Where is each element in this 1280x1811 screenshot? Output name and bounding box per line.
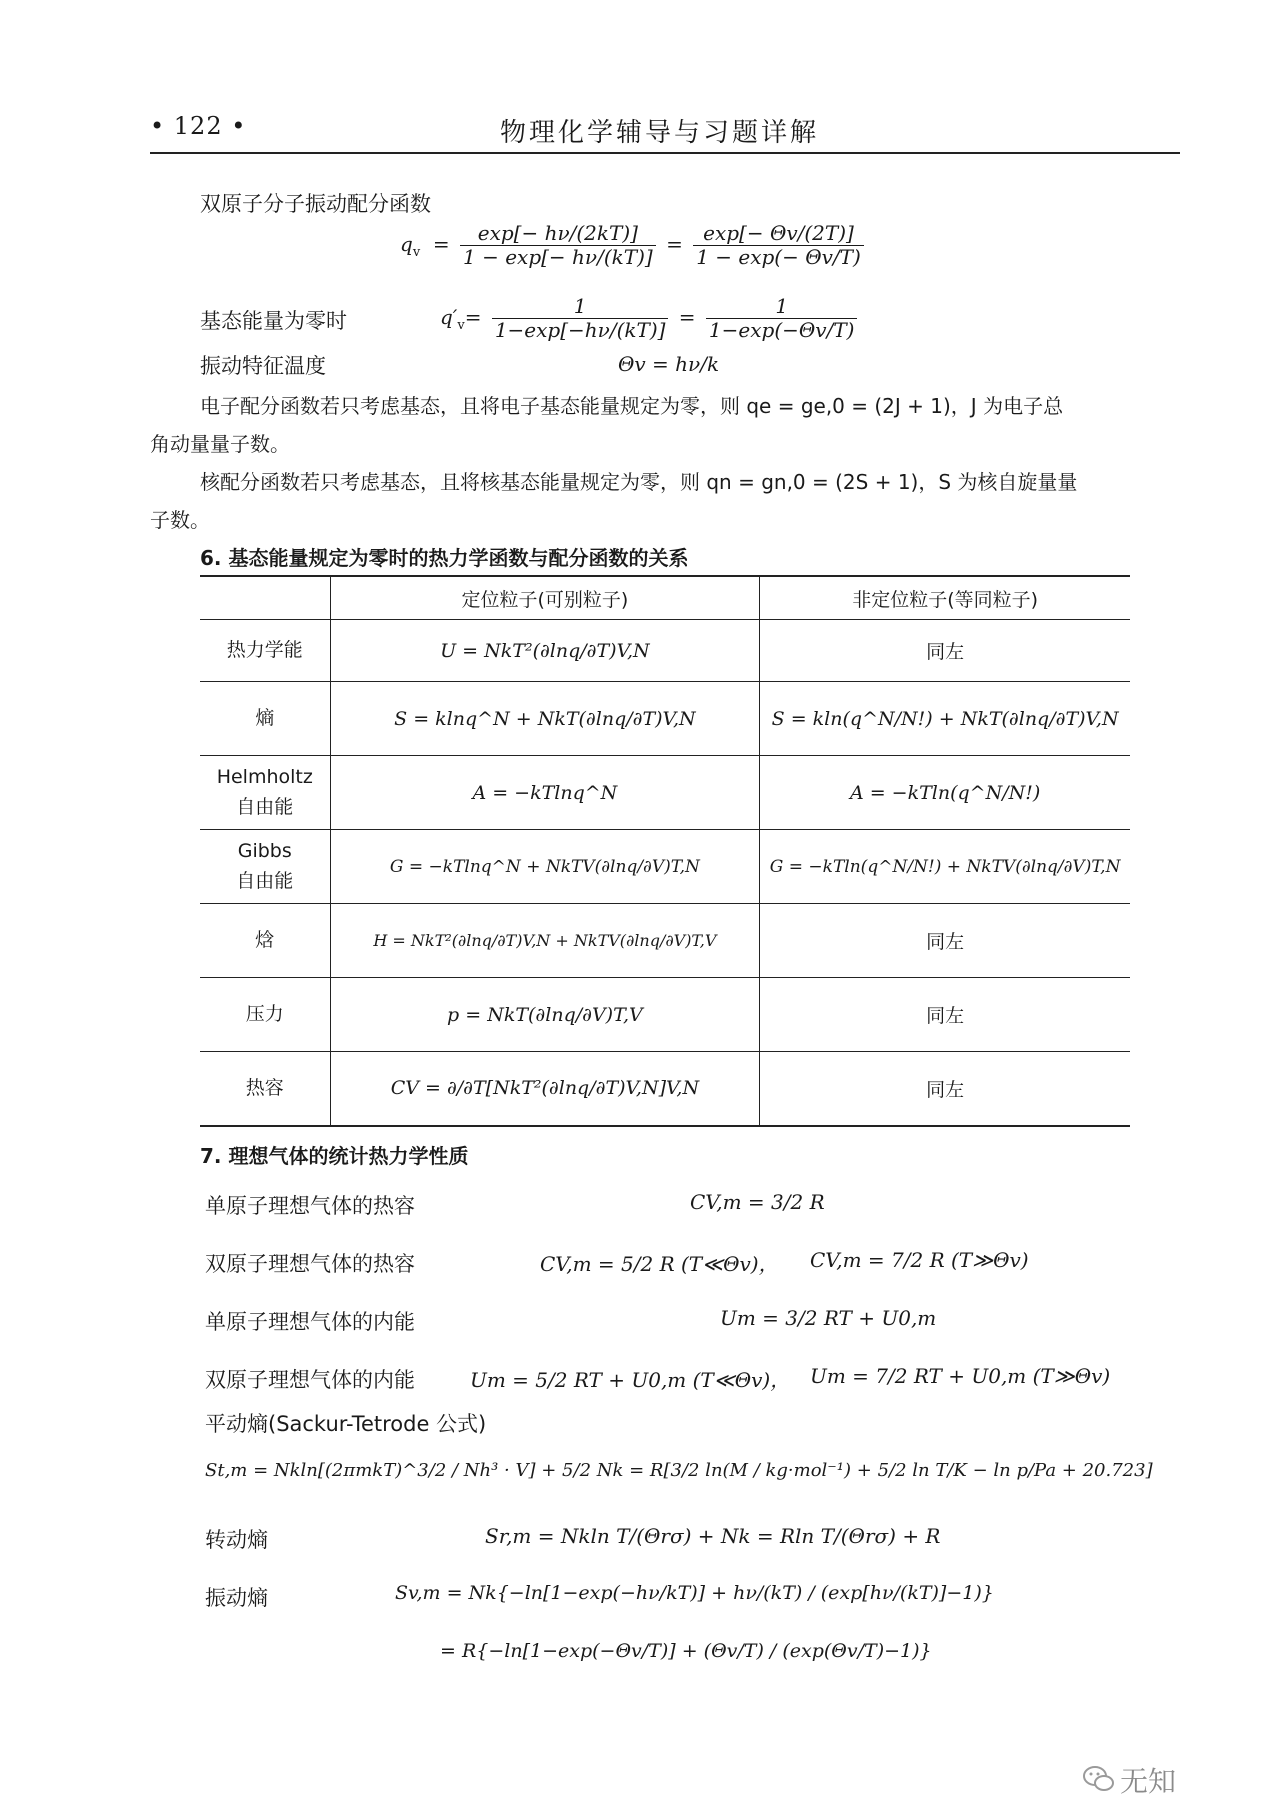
vibration-title: 双原子分子振动配分函数 — [200, 192, 431, 216]
row-name: 熵 — [255, 706, 275, 729]
col-localized: 定位粒子(可别粒子) — [330, 576, 760, 620]
thermo-table — [200, 575, 1130, 1127]
table-row — [200, 1052, 1130, 1126]
di-cv-label: 双原子理想气体的热容 — [205, 1252, 415, 1276]
page-number: • 122 • — [150, 112, 247, 140]
qv-formula: $q_v$ = $\frac{\exp[- h\nu/(2kT)]}{1 - \exp[- h\nu/(kT)]}$ = $\frac{\exp[- \Theta v/(2T)]}{1 - \exp(- \Theta v/T)}$ — [400, 222, 868, 269]
table-row — [200, 904, 1130, 978]
mono-u-formula: Um = 3/2 RT + U0,m — [720, 1306, 937, 1330]
row-nonlocalized: 同左 — [760, 904, 1130, 978]
row-localized: U = NkT²(∂lnq/∂T)V,N — [330, 620, 760, 682]
qv-zero-formula: $q'_v=$ $\frac{1}{1-\exp[-h\nu/(kT)]}$ = $\frac{1}{1-\exp(-\Theta v/T)}$ — [440, 295, 861, 342]
row-nonlocalized: 同左 — [760, 978, 1130, 1052]
sackur-formula: St,m = Nkln[(2πmkT)^3/2 / Nh³ · V] + 5/2 Nk = R[3/2 ln(M / kg·mol⁻¹) + 5/2 ln T/K − ln p/Pa + 20.723] — [205, 1460, 1153, 1481]
row-name: Gibbs 自由能 — [236, 840, 294, 892]
row-localized: A = −kTlnq^N — [330, 756, 760, 830]
vib-label: 振动熵 — [205, 1586, 268, 1610]
ground-state-label: 基态能量为零时 — [200, 309, 347, 333]
sackur-label: 平动熵(Sackur-Tetrode 公式) — [205, 1412, 487, 1436]
table-row — [200, 978, 1130, 1052]
vib-formula-1: Sv,m = Nk{−ln[1−exp(−hν/kT)] + hν/(kT) / (exp[hν/(kT)]−1)} — [395, 1582, 994, 1604]
table-corner — [200, 576, 330, 620]
di-u-label: 双原子理想气体的内能 — [205, 1368, 415, 1392]
di-u-high: Um = 7/2 RT + U0,m (T≫Θv) — [810, 1364, 1111, 1388]
char-temp-label: 振动特征温度 — [200, 354, 326, 378]
row-nonlocalized: S = kln(q^N/N!) + NkT(∂lnq/∂T)V,N — [760, 682, 1130, 756]
row-name: 热力学能 — [226, 638, 303, 661]
nuclear-line-1: 核配分函数若只考虑基态，且将核基态能量规定为零，则 qn = gn,0 = (2S + 1)，S 为核自旋量量 — [200, 470, 1078, 494]
watermark-text: 无知 — [1120, 1765, 1177, 1798]
row-nonlocalized: A = −kTln(q^N/N!) — [760, 756, 1130, 830]
di-cv-high: CV,m = 7/2 R (T≫Θv) — [810, 1248, 1029, 1272]
di-cv-low: CV,m = 5/2 R (T≪Θv)， — [540, 1252, 779, 1276]
section-7-heading: 7. 理想气体的统计热力学性质 — [200, 1144, 469, 1168]
di-u-low: Um = 5/2 RT + U0,m (T≪Θv)， — [470, 1368, 791, 1392]
rot-formula: Sr,m = Nkln T/(Θrσ) + Nk = Rln T/(Θrσ) + R — [485, 1524, 941, 1548]
char-temp-formula: Θv = hν/k — [618, 352, 720, 376]
row-nonlocalized: 同左 — [760, 1052, 1130, 1126]
vib-formula-2: = R{−ln[1−exp(−Θv/T)] + (Θv/T) / (exp(Θv/T)−1)} — [440, 1640, 932, 1662]
col-nonlocalized: 非定位粒子(等同粒子) — [760, 576, 1130, 620]
electronic-line-1: 电子配分函数若只考虑基态，且将电子基态能量规定为零，则 qe = ge,0 = (2J + 1)，J 为电子总 — [200, 394, 1064, 418]
row-localized: G = −kTlnq^N + NkTV(∂lnq/∂V)T,N — [330, 830, 760, 904]
book-title: 物理化学辅导与习题详解 — [500, 118, 820, 148]
section-6-heading: 6. 基态能量规定为零时的热力学函数与配分函数的关系 — [200, 546, 689, 570]
mono-cv-formula: CV,m = 3/2 R — [690, 1190, 825, 1214]
rot-label: 转动熵 — [205, 1528, 268, 1552]
wechat-icon — [1082, 1762, 1116, 1796]
nuclear-line-2: 子数。 — [150, 508, 210, 532]
table-row — [200, 682, 1130, 756]
row-name: 热容 — [245, 1076, 284, 1099]
table-row — [200, 620, 1130, 682]
table-row — [200, 830, 1130, 904]
row-localized: CV = ∂/∂T[NkT²(∂lnq/∂T)V,N]V,N — [330, 1052, 760, 1126]
header-rule — [150, 152, 1180, 154]
row-name: Helmholtz 自由能 — [216, 766, 313, 818]
electronic-line-2: 角动量量子数。 — [150, 432, 290, 456]
row-localized: p = NkT(∂lnq/∂V)T,V — [330, 978, 760, 1052]
row-name: 压力 — [245, 1002, 284, 1025]
row-localized: S = klnq^N + NkT(∂lnq/∂T)V,N — [330, 682, 760, 756]
row-nonlocalized: G = −kTln(q^N/N!) + NkTV(∂lnq/∂V)T,N — [760, 830, 1130, 904]
row-localized: H = NkT²(∂lnq/∂T)V,N + NkTV(∂lnq/∂V)T,V — [330, 904, 760, 978]
table-row — [200, 756, 1130, 830]
mono-u-label: 单原子理想气体的内能 — [205, 1310, 415, 1334]
row-nonlocalized: 同左 — [760, 620, 1130, 682]
row-name: 焓 — [255, 928, 275, 951]
table-header-row — [200, 576, 1130, 620]
mono-cv-label: 单原子理想气体的热容 — [205, 1194, 415, 1218]
